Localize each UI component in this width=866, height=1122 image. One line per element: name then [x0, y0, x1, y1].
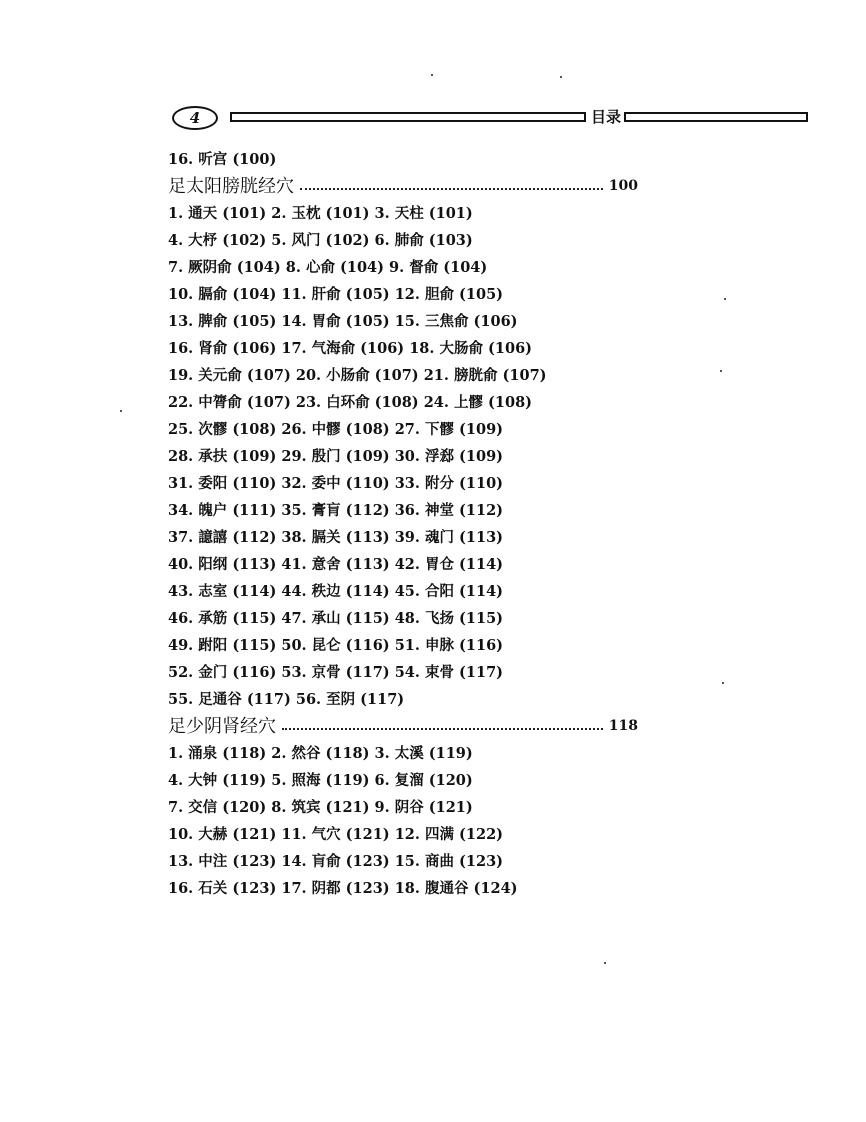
- acupoint-entry-line: 1. 涌泉 (118) 2. 然谷 (118) 3. 太溪 (119): [168, 745, 473, 762]
- header-title: 目录: [590, 108, 621, 126]
- section-title: 足太阳膀胱经穴: [168, 176, 294, 197]
- acupoint-entry-line: 16. 石关 (123) 17. 阴都 (123) 18. 腹通谷 (124): [168, 880, 518, 897]
- acupoint-entry-line: 34. 魄户 (111) 35. 膏肓 (112) 36. 神堂 (112): [168, 502, 504, 519]
- acupoint-entry-line: 7. 厥阴俞 (104) 8. 心俞 (104) 9. 督俞 (104): [168, 259, 488, 276]
- scan-speck: [560, 76, 562, 78]
- acupoint-entry-line: 46. 承筋 (115) 47. 承山 (115) 48. 飞扬 (115): [168, 610, 504, 627]
- acupoint-entry-line: 43. 志室 (114) 44. 秩边 (114) 45. 合阳 (114): [168, 583, 504, 600]
- section-heading: [168, 713, 638, 740]
- acupoint-entry-line: 31. 委阳 (110) 32. 委中 (110) 33. 附分 (110): [168, 475, 504, 492]
- dot-leader: [300, 188, 603, 190]
- acupoint-entry-line: 16. 听宫 (100): [168, 151, 277, 168]
- acupoint-entry-line: 25. 次髎 (108) 26. 中髎 (108) 27. 下髎 (109): [168, 421, 504, 438]
- acupoint-entry-line: 55. 足通谷 (117) 56. 至阴 (117): [168, 691, 405, 708]
- acupoint-entry-line: 37. 譩譆 (112) 38. 膈关 (113) 39. 魂门 (113): [168, 529, 504, 546]
- page-number: 4: [172, 106, 218, 130]
- running-header: [172, 106, 642, 132]
- acupoint-entry-line: 10. 膈俞 (104) 11. 肝俞 (105) 12. 胆俞 (105): [168, 286, 504, 303]
- scan-speck: [604, 962, 606, 964]
- acupoint-entry-line: 7. 交信 (120) 8. 筑宾 (121) 9. 阴谷 (121): [168, 799, 473, 816]
- header-rule-left: [230, 112, 586, 122]
- acupoint-entry-line: 1. 通天 (101) 2. 玉枕 (101) 3. 天柱 (101): [168, 205, 473, 222]
- section-page-number: 118: [608, 718, 638, 734]
- acupoint-entry-line: 4. 大钟 (119) 5. 照海 (119) 6. 复溜 (120): [168, 772, 473, 789]
- scan-speck: [120, 410, 122, 412]
- acupoint-entry-line: 28. 承扶 (109) 29. 殷门 (109) 30. 浮郄 (109): [168, 448, 504, 465]
- scan-speck: [722, 682, 724, 684]
- acupoint-entry-line: 16. 肾俞 (106) 17. 气海俞 (106) 18. 大肠俞 (106): [168, 340, 533, 357]
- scan-speck: [720, 370, 722, 372]
- acupoint-entry-line: 4. 大杼 (102) 5. 风门 (102) 6. 肺俞 (103): [168, 232, 473, 249]
- section-heading: [168, 173, 638, 200]
- section-page-number: 100: [608, 178, 638, 194]
- dot-leader: [282, 728, 603, 730]
- acupoint-entry-line: 22. 中膂俞 (107) 23. 白环俞 (108) 24. 上髎 (108): [168, 394, 533, 411]
- acupoint-entry-line: 19. 关元俞 (107) 20. 小肠俞 (107) 21. 膀胱俞 (107): [168, 367, 547, 384]
- acupoint-entry-line: 49. 跗阳 (115) 50. 昆仑 (116) 51. 申脉 (116): [168, 637, 504, 654]
- acupoint-entry-line: 10. 大赫 (121) 11. 气穴 (121) 12. 四满 (122): [168, 826, 504, 843]
- acupoint-entry-line: 13. 脾俞 (105) 14. 胃俞 (105) 15. 三焦俞 (106): [168, 313, 518, 330]
- section-title: 足少阴肾经穴: [168, 716, 276, 737]
- header-rule-right: [624, 112, 808, 122]
- acupoint-entry-line: 40. 阳纲 (113) 41. 意舍 (113) 42. 胃仓 (114): [168, 556, 504, 573]
- scan-speck: [724, 298, 726, 300]
- table-of-contents: [168, 146, 638, 902]
- acupoint-entry-line: 52. 金门 (116) 53. 京骨 (117) 54. 束骨 (117): [168, 664, 504, 681]
- scan-speck: [431, 74, 433, 76]
- acupoint-entry-line: 13. 中注 (123) 14. 肓俞 (123) 15. 商曲 (123): [168, 853, 504, 870]
